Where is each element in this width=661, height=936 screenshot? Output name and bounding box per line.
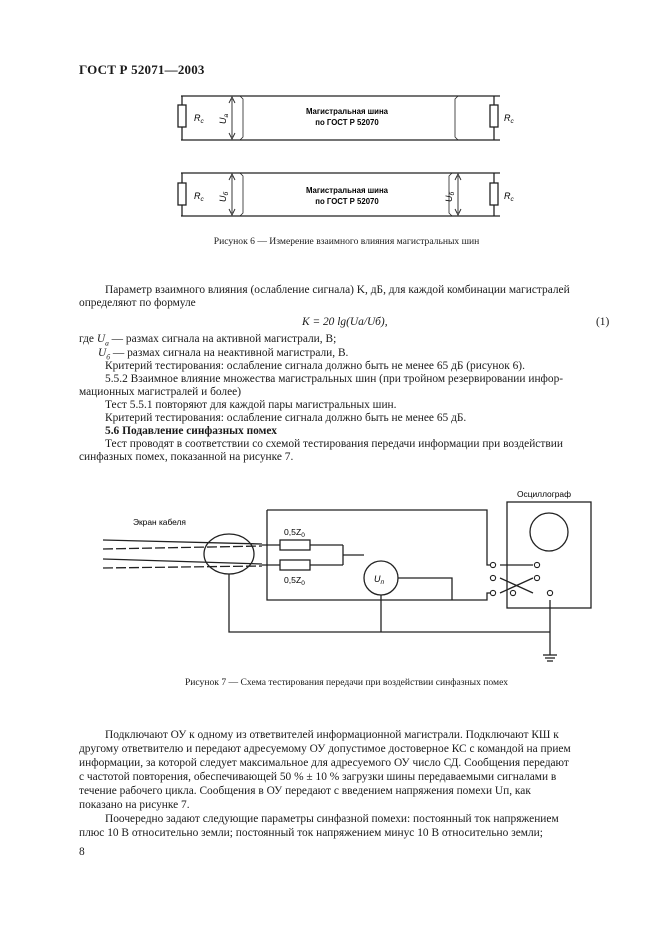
- bottom-line-1: Подключают ОУ к одному из ответвителей информационной магистрали. Подключают КШ к: [105, 729, 559, 741]
- fig6-ub-label-left: $U_б$: [218, 191, 230, 202]
- fig6-top-bus-label-2: по ГОСТ Р 52070: [315, 118, 379, 127]
- p56-line2: синфазных помех, показанной на рисунке 7.: [79, 451, 294, 463]
- fig6-ub-label-right: $U_б$: [444, 191, 456, 202]
- formula: K = 20 lg(Uа/Uб),: [302, 316, 388, 328]
- fig6-top-bus-label-1: Магистральная шина: [305, 107, 389, 116]
- p552-line1: 5.5.2 Взаимное влияние множества магистральных шин (при тройном резервировании инфор-: [105, 373, 564, 385]
- resistor-rc-left-bottom: [178, 183, 186, 205]
- oscilloscope-label: Осциллограф: [517, 489, 571, 499]
- test-551: Тест 5.5.1 повторяют для каждой пары магистральных шин.: [105, 399, 397, 411]
- where-line-2: $U_б$ — размах сигнала на неактивной магистрали, В.: [98, 347, 349, 362]
- page-header: ГОСТ Р 52071—2003: [79, 62, 205, 77]
- figure6-caption: Рисунок 6 — Измерение взаимного влияния магистральных шин: [213, 236, 480, 247]
- p552-line2: мационных магистралей и более): [79, 386, 241, 398]
- resistor-upper-label: $0,5Z_0$: [284, 527, 305, 539]
- cable-screen-label: Экран кабеля: [133, 517, 186, 527]
- criterion-1: Критерий тестирования: ослабление сигнала должно быть не менее 65 дБ (рисунок 6).: [105, 360, 525, 372]
- fig6-rc-right-bottom: $R_c$: [504, 191, 514, 203]
- figure7-terminals: [490, 562, 552, 595]
- oscilloscope-screen: [530, 513, 568, 551]
- bottom-line-2: другому ответвителю и передают адресуемому ОУ допустимое достоверное КС с командой на прием: [79, 743, 571, 755]
- fig6-bottom-bus-label-1: Магистральная шина: [305, 186, 389, 195]
- resistor-rc-right-bottom: [490, 183, 498, 205]
- bottom-line-7: Поочередно задают следующие параметры синфазной помехи: постоянный ток напряжением: [105, 813, 559, 825]
- p56-line1: Тест проводят в соответствии со схемой тестирования передачи информации при воздействии: [105, 438, 563, 450]
- noise-source-label: $U_п$: [374, 574, 385, 586]
- criterion-2: Критерий тестирования: ослабление сигнала должно быть не менее 65 дБ.: [105, 412, 467, 424]
- resistor-rc-right-top: [490, 105, 498, 127]
- where-line-1: где $U_а$ — размах сигнала на активной магистрали, В;: [79, 333, 337, 348]
- fig6-rc-left-top: $R_c$: [194, 113, 204, 125]
- resistor-rc-left-top: [178, 105, 186, 127]
- resistor-lower-label: $0,5Z_0$: [284, 575, 305, 587]
- bottom-line-4: с частотой повторения, обеспечивающей 50 % ± 10 % загрузки шины передаваемыми сигналами в: [79, 771, 557, 783]
- p1-line2: определяют по формуле: [79, 297, 196, 309]
- noise-source: [364, 561, 398, 595]
- page-number: 8: [79, 846, 85, 858]
- fig6-rc-left-bottom: $R_c$: [194, 191, 204, 203]
- resistor-upper: [280, 540, 310, 550]
- fig6-bottom-bus-label-2: по ГОСТ Р 52070: [315, 197, 379, 206]
- bottom-line-6: показано на рисунке 7.: [79, 799, 190, 811]
- section-5-6-title: 5.6 Подавление синфазных помех: [105, 425, 277, 437]
- p1-line1: Параметр взаимного влияния (ослабление сигнала) K, дБ, для каждой комбинации магистралей: [105, 284, 570, 296]
- bottom-line-5: течение рабочего цикла. Сообщения в ОУ передают с введением напряжения помехи Uп, как: [79, 785, 531, 797]
- bottom-line-8: плюс 10 В относительно земли; постоянный ток напряжением минус 10 В относительно земли;: [79, 827, 543, 839]
- figure7-caption: Рисунок 7 — Схема тестирования передачи при воздействии синфазных помех: [184, 677, 509, 688]
- resistor-lower: [280, 560, 310, 570]
- fig6-ua-label: $U_a$: [218, 113, 230, 124]
- formula-number: (1): [596, 316, 610, 328]
- cable-screen-ellipse: [204, 534, 254, 574]
- fig6-rc-right-top: $R_c$: [504, 113, 514, 125]
- bottom-line-3: информации, за которой следует максимальное для адресуемого ОУ число СД. Сообщения передают: [79, 757, 569, 769]
